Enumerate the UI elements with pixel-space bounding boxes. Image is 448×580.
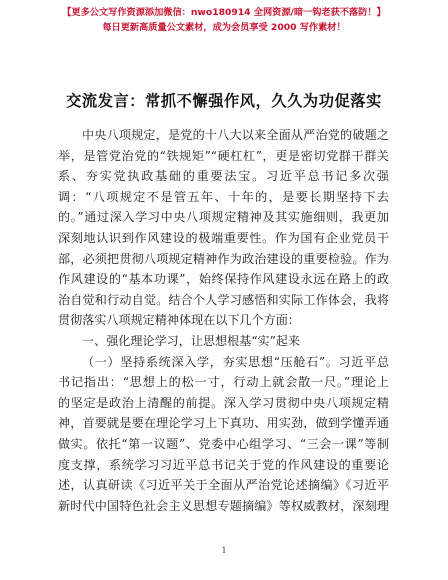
document-title: 交流发言：常抓不懈强作风，久久为功促落实: [66, 92, 382, 110]
body-line: 新时代中国特色社会主义思想专题摘编》等权威教材，深刻理: [58, 498, 389, 513]
body-line: 述，认真研读《习近平关于全面从严治党论述摘编》《习近平: [58, 478, 389, 493]
body-line: 做实。依托“第一议题”、党委中心组学习、“三会一课”等制: [58, 436, 389, 451]
body-line: 贯彻落实八项规定精神体现在以下几个方面：: [58, 313, 300, 328]
promo-banner-line-1[interactable]: 【更多公文写作资源添加微信：nwo180914 全网资源/暗一钩老获不落防！】: [62, 7, 386, 18]
body-line: （一）坚持系统深入学，夯实思想“压舱石”。习近平总: [82, 354, 389, 369]
body-line: 系、夯实党执政基础的重要法宝。习近平总书记多次强: [58, 169, 389, 184]
promo-banner[interactable]: [0, 5, 448, 35]
section-heading: 一、强化理论学习，让思想根基“实”起来: [82, 333, 300, 348]
body-line: 度支撑，系统学习习近平总书记关于党的作风建设的重要论: [58, 457, 389, 472]
body-line: 的坚定是政治上清醒的前提。深入学习贯彻中央八项规定精: [58, 395, 389, 410]
body-line: 深刻地认识到作风建设的极端重要性。作为国有企业党员干: [58, 230, 389, 245]
page-number: 1: [221, 546, 227, 555]
body-line: 举，是管党治党的“铁规矩”“硬杠杠”，更是密切党群干群关: [58, 148, 389, 163]
body-line: 的。”通过深入学习中央八项规定精神及其实施细则，我更加: [58, 210, 389, 225]
body-line: 书记指出：“思想上的松一寸，行动上就会散一尺。”理论上: [58, 375, 389, 390]
body-line: 治自觉和行动自觉。结合个人学习感悟和实际工作体会，我将: [58, 292, 389, 307]
document-body: [58, 125, 389, 516]
promo-banner-line-2[interactable]: 每日更新高质量公文素材，成为会员享受 2000 写作素材！: [102, 22, 346, 33]
body-line: 调：“八项规定不是管五年、十年的，是要长期坚持下去: [58, 189, 389, 204]
body-line: 作风建设的“基本功课”，始终保持作风建设永远在路上的政: [58, 272, 389, 287]
body-line: 部，必须把贯彻八项规定精神作为政治建设的重要检验。作为: [58, 251, 389, 266]
body-line: 神，首要就是要在理论学习上下真功、用实劲，做到学懂弄通: [58, 416, 389, 431]
body-line: 中央八项规定，是党的十八大以来全面从严治党的破题之: [82, 128, 389, 142]
